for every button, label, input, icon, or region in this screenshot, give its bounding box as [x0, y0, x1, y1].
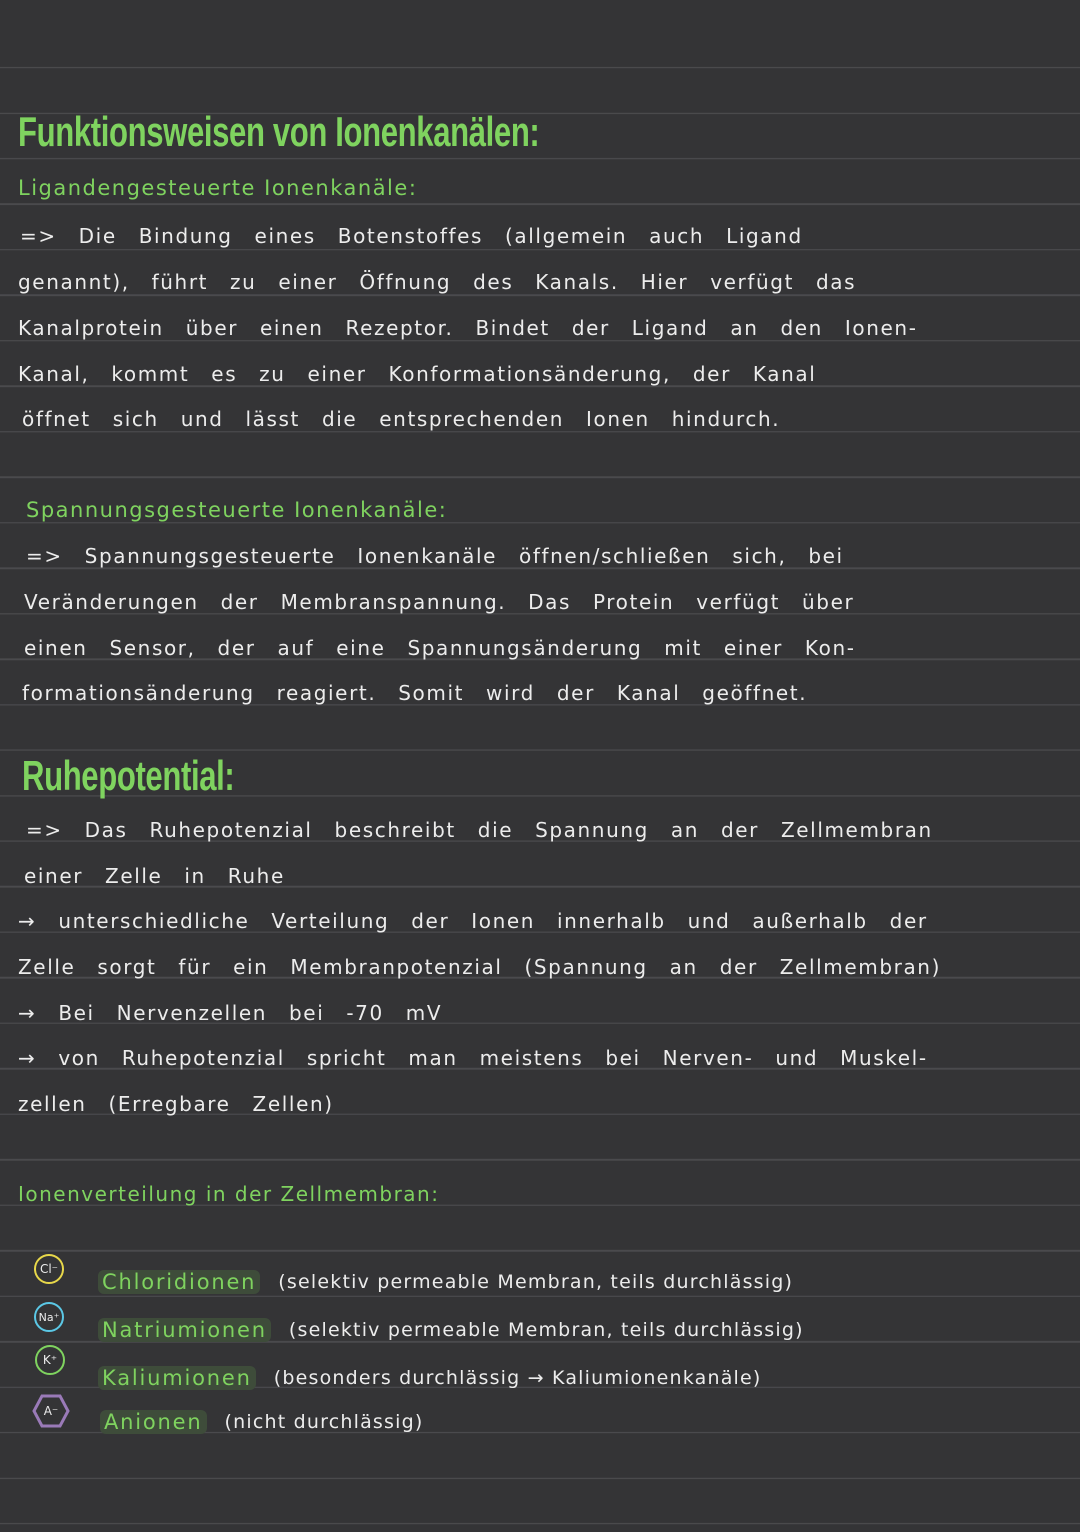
text-line: formationsänderung reagiert. Somit wird der Kanal geöffnet. — [22, 681, 808, 705]
subhead-ion-distribution: Ionenverteilung in der Zellmembran: — [18, 1182, 440, 1206]
text-line: => Spannungsgesteuerte Ionenkanäle öffnen/schließen sich, bei — [26, 544, 844, 568]
subhead-ligand-gated: Ligandengesteuerte Ionenkanäle: — [18, 176, 418, 200]
text-line: → Bei Nervenzellen bei -70 mV — [18, 1001, 443, 1025]
text-line: => Das Ruhepotenzial beschreibt die Spannung an der Zellmembran — [26, 818, 933, 842]
legend-item-potassium — [98, 1366, 762, 1390]
text-line: einer Zelle in Ruhe — [24, 864, 285, 888]
subhead-voltage-gated: Spannungsgesteuerte Ionenkanäle: — [26, 498, 448, 522]
section-title-ion-channels: Funktionsweisen von Ionenkanälen: — [18, 108, 540, 155]
text-line: => Die Bindung eines Botenstoffes (allgemein auch Ligand — [20, 224, 803, 248]
anion-label: A⁻ — [43, 1404, 59, 1418]
ion-name: Chloridionen — [98, 1270, 260, 1294]
section-title-resting-potential: Ruhepotential: — [22, 752, 235, 799]
chloride-ion-icon: Cl⁻ — [34, 1254, 64, 1284]
text-line: Kanal, kommt es zu einer Konformationsänderung, der Kanal — [18, 362, 817, 386]
ion-note: (nicht durchlässig) — [224, 1411, 424, 1433]
text-line: → von Ruhepotenzial spricht man meistens bei Nerven- und Muskel- — [18, 1046, 928, 1070]
anion-icon — [32, 1393, 70, 1429]
text-line: Zelle sorgt für ein Membranpotenzial (Spannung an der Zellmembran) — [18, 955, 941, 979]
text-line: Veränderungen der Membranspannung. Das Protein verfügt über — [24, 590, 855, 614]
text-line: öffnet sich und lässt die entsprechenden Ionen hindurch. — [22, 407, 781, 431]
text-line: → unterschiedliche Verteilung der Ionen innerhalb und außerhalb der — [18, 909, 928, 933]
ion-note: (selektiv permeable Membran, teils durchlässig) — [288, 1319, 804, 1341]
text-line: zellen (Erregbare Zellen) — [18, 1092, 334, 1116]
text-line: Kanalprotein über einen Rezeptor. Bindet der Ligand an den Ionen- — [18, 316, 918, 340]
ion-name: Natriumionen — [98, 1318, 271, 1342]
legend-item-chloride — [98, 1270, 793, 1294]
text-line: einen Sensor, der auf eine Spannungsänderung mit einer Kon- — [24, 636, 856, 660]
sodium-ion-icon: Na⁺ — [34, 1302, 64, 1332]
ion-name: Anionen — [100, 1410, 207, 1434]
legend-item-sodium — [98, 1318, 804, 1342]
text-line: genannt), führt zu einer Öffnung des Kanals. Hier verfügt das — [18, 270, 857, 294]
ion-name: Kaliumionen — [98, 1366, 256, 1390]
potassium-ion-icon: K⁺ — [35, 1345, 65, 1375]
ion-note: (besonders durchlässig → Kaliumionenkanäle) — [273, 1367, 762, 1389]
ion-note: (selektiv permeable Membran, teils durchlässig) — [278, 1271, 794, 1293]
legend-item-anions — [100, 1410, 423, 1434]
